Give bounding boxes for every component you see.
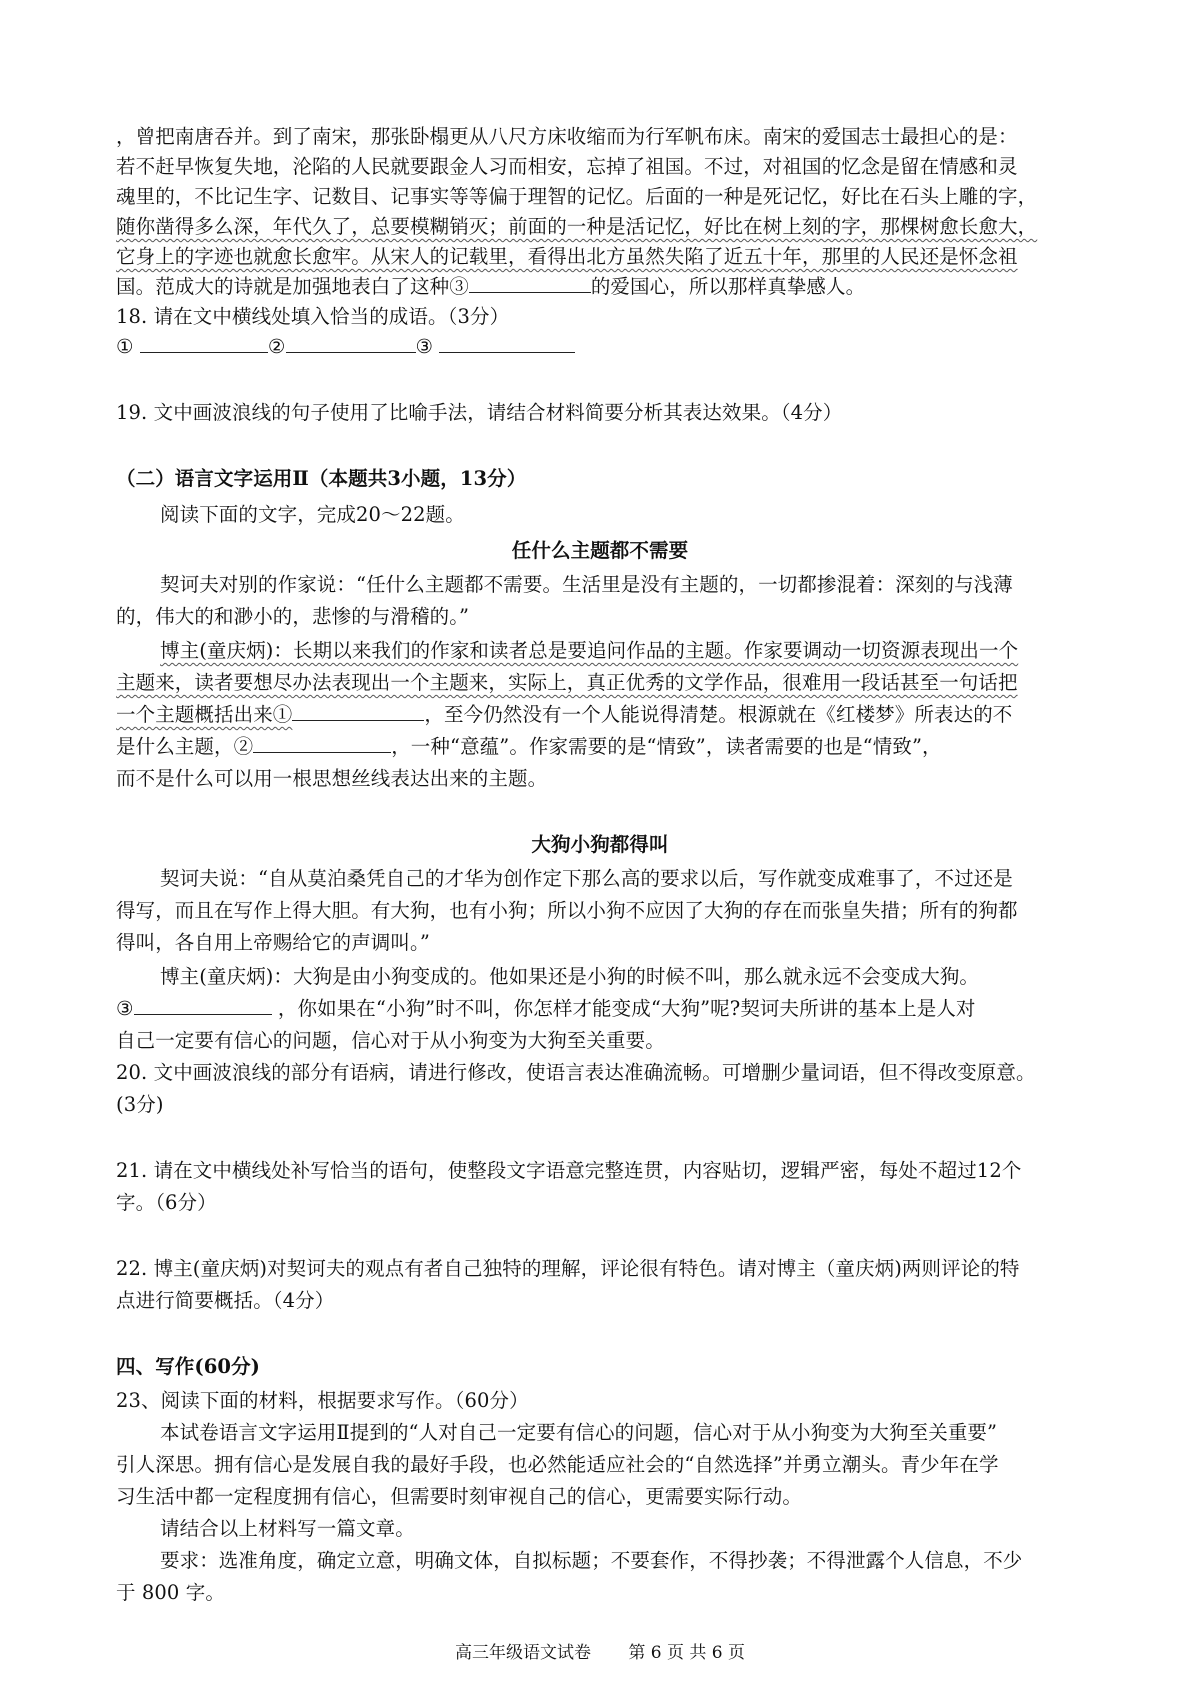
- wavy-underlined-text: 博主(童庆炳)：长期以来我们的作家和读者总是要追问作品的主题。作家要调动一切资源表现出一个: [160, 639, 1019, 662]
- exam-name: 高三年级语文试卷: [454, 1643, 591, 1663]
- requirement-line: [160, 1546, 1022, 1576]
- paragraph-text: 是什么主题，②: [116, 735, 254, 758]
- paragraph-line: [116, 732, 942, 762]
- material-line: [160, 1514, 415, 1544]
- material-text: 习生活中都一定程度拥有信心，但需要时刻审视自己的信心，更需要实际行动。: [116, 1485, 803, 1508]
- question-18-text: 18. 请在文中横线处填入恰当的成语。（3分）: [116, 305, 510, 328]
- passage-text: 魂里的，不比记生字、记数目、记事实等等偏于理智的记忆。后面的一种是死记忆，好比在石头上雕的字，: [116, 185, 1038, 208]
- passage-line: [116, 182, 1037, 212]
- paragraph-line: [160, 636, 1018, 666]
- answer-blank-1[interactable]: [140, 332, 268, 353]
- paragraph-text: 博主(童庆炳)：大狗是由小狗变成的。他如果还是小狗的时候不叫，那么就永远不会变成大狗。: [160, 965, 980, 988]
- wavy-underlined-text: 主题来，读者要想尽办法表现出一个主题来，实际上，真正优秀的文学作品，很难用一段话甚至一句话把: [116, 671, 1018, 694]
- blank-marker: ③: [415, 335, 434, 358]
- instruction-text: 阅读下面的文字，完成20～22题。: [160, 503, 465, 526]
- paragraph-text: 而不是什么可以用一根思想丝线表达出来的主题。: [116, 767, 548, 790]
- paragraph-text: 契诃夫对别的作家说：“任什么主题都不需要。生活里是没有主题的，一切都掺混着：深刻的与浅薄: [160, 573, 1013, 596]
- wavy-underlined-text: 随你凿得多么深，年代久了，总要模糊销灭；前面的一种是活记忆，好比在树上刻的字，那棵树愈长愈大，: [116, 215, 1038, 238]
- question-21: [116, 1156, 1021, 1186]
- paragraph-line: [116, 928, 430, 958]
- section-heading: [116, 464, 526, 494]
- question-22: [116, 1286, 334, 1316]
- question-23-text: 23、阅读下面的材料，根据要求写作。（60分）: [116, 1389, 529, 1412]
- paragraph-text: ，至今仍然没有一个人能说得清楚。根源就在《红楼梦》所表达的不: [424, 703, 1013, 726]
- page-footer: [0, 1638, 1200, 1663]
- paragraph-line: [116, 668, 1018, 698]
- answer-blank-3[interactable]: [134, 994, 272, 1015]
- paragraph-text: 自己一定要有信心的问题，信心对于从小狗变为大狗至关重要。: [116, 1029, 665, 1052]
- answer-blank-2[interactable]: [286, 332, 416, 353]
- passage-text: 若不赶早恢复失地，沦陷的人民就要跟金人习而相安，忘掉了祖国。不过，对祖国的忆念是留在情感和灵: [116, 155, 1018, 178]
- paragraph-line: [116, 602, 469, 632]
- question-21: [116, 1188, 217, 1218]
- answer-blank-3[interactable]: [439, 332, 575, 353]
- question-20-score: (3分): [116, 1093, 164, 1116]
- passage-text: ，曾把南唐吞并。到了南宋，那张卧榻更从八尺方床收缩而为行军帆布床。南宋的爱国志士最担心的是：: [116, 125, 1018, 148]
- paragraph-line: [116, 896, 1018, 926]
- paragraph-text: 的，伟大的和渺小的，悲惨的与滑稽的。”: [116, 605, 470, 628]
- requirement-text: 要求：选准角度，确定立意，明确文体，自拟标题；不要套作，不得抄袭；不得泄露个人信息，不少: [160, 1549, 1023, 1572]
- blank-marker: ①: [116, 335, 134, 358]
- instruction: [160, 500, 465, 530]
- material-line: [160, 1418, 997, 1448]
- section-heading: [116, 1352, 260, 1382]
- section-heading-text: （二）语言文字运用Ⅱ（本题共3小题，13分）: [116, 467, 527, 490]
- passage-line: [116, 152, 1018, 182]
- question-21-text: 21. 请在文中横线处补写恰当的语句，使整段文字语意完整连贯，内容贴切，逻辑严密，每处不超过12个: [116, 1159, 1022, 1182]
- article-title: [0, 830, 1200, 860]
- wavy-underlined-text: 它身上的字迹也就愈长愈牢。从宋人的记载里，看得出北方虽然失陷了近五十年，那里的人民还是怀念祖: [116, 245, 1018, 268]
- passage-line: [116, 242, 1018, 272]
- requirement-text: 于 800 字。: [116, 1581, 225, 1604]
- blank-marker: ②: [267, 335, 286, 358]
- answer-blank-3[interactable]: [469, 272, 591, 293]
- passage-line: [116, 272, 865, 302]
- article-title-text: 任什么主题都不需要: [511, 539, 689, 562]
- article-title-text: 大狗小狗都得叫: [531, 833, 669, 856]
- material-text: 引人深思。拥有信心是发展自我的最好手段，也必然能适应社会的“自然选择”并勇立潮头。青少年在学: [116, 1453, 999, 1476]
- passage-text: 国。范成大的诗就是加强地表白了这种③: [116, 275, 469, 298]
- article-title: [0, 536, 1200, 566]
- paragraph-line: [116, 994, 976, 1024]
- paragraph-line: [116, 700, 1012, 730]
- question-18-blanks: [116, 332, 575, 362]
- material-line: [116, 1450, 999, 1480]
- paragraph-line: [116, 764, 547, 794]
- paragraph-text: 得叫，各自用上帝赐给它的声调叫。”: [116, 931, 430, 954]
- question-20-text: 20. 文中画波浪线的部分有语病，请进行修改，使语言表达准确流畅。可增删少量词语，但不得改变原意。: [116, 1061, 1036, 1084]
- question-22-text: 22. 博主(童庆炳)对契诃夫的观点有者自己独特的理解，评论很有特色。请对博主（童庆炳)两则评论的特: [116, 1257, 1020, 1280]
- material-text: 本试卷语言文字运用Ⅱ提到的“人对自己一定要有信心的问题，信心对于从小狗变为大狗至关重要”: [160, 1421, 998, 1444]
- question-22: [116, 1254, 1020, 1284]
- blank-marker: ③: [116, 997, 134, 1020]
- question-23: [116, 1386, 529, 1416]
- question-21-text: 字。（6分）: [116, 1191, 217, 1214]
- material-line: [116, 1482, 802, 1512]
- passage-line: [116, 212, 1037, 242]
- paragraph-text: 契诃夫说：“自从莫泊桑凭自己的才华为创作定下那么高的要求以后，写作就变成难事了，不过还是: [160, 867, 1013, 890]
- answer-blank-2[interactable]: [253, 732, 391, 753]
- question-18: [116, 302, 509, 332]
- paragraph-line: [160, 962, 979, 992]
- question-20: [116, 1090, 164, 1120]
- passage-line: [116, 122, 1018, 152]
- paragraph-line: [160, 864, 1013, 894]
- material-text: 请结合以上材料写一篇文章。: [160, 1517, 415, 1540]
- question-20: [116, 1058, 1036, 1088]
- paragraph-text: ，一种“意蕴”。作家需要的是“情致”，读者需要的也是“情致”，: [391, 735, 942, 758]
- question-19-text: 19. 文中画波浪线的句子使用了比喻手法，请结合材料简要分析其表达效果。（4分）: [116, 401, 843, 424]
- section-heading-text: 四、写作(60分): [116, 1355, 260, 1378]
- wavy-underlined-text: 一个主题概括出来①: [116, 703, 293, 726]
- passage-text: 的爱国心，所以那样真挚感人。: [590, 275, 866, 298]
- paragraph-text: ，你如果在“小狗”时不叫，你怎样才能变成“大狗”呢?契诃夫所讲的基本上是人对: [277, 997, 976, 1020]
- answer-blank-1[interactable]: [292, 700, 424, 721]
- paragraph-line: [116, 1026, 665, 1056]
- requirement-line: [116, 1578, 225, 1608]
- page-number: 第 6 页 共 6 页: [628, 1643, 746, 1663]
- question-22-text: 点进行简要概括。（4分）: [116, 1289, 335, 1312]
- question-19: [116, 398, 842, 428]
- paragraph-text: 得写，而且在写作上得大胆。有大狗，也有小狗；所以小狗不应因了大狗的存在而张皇失措；所有的狗都: [116, 899, 1018, 922]
- paragraph-line: [160, 570, 1013, 600]
